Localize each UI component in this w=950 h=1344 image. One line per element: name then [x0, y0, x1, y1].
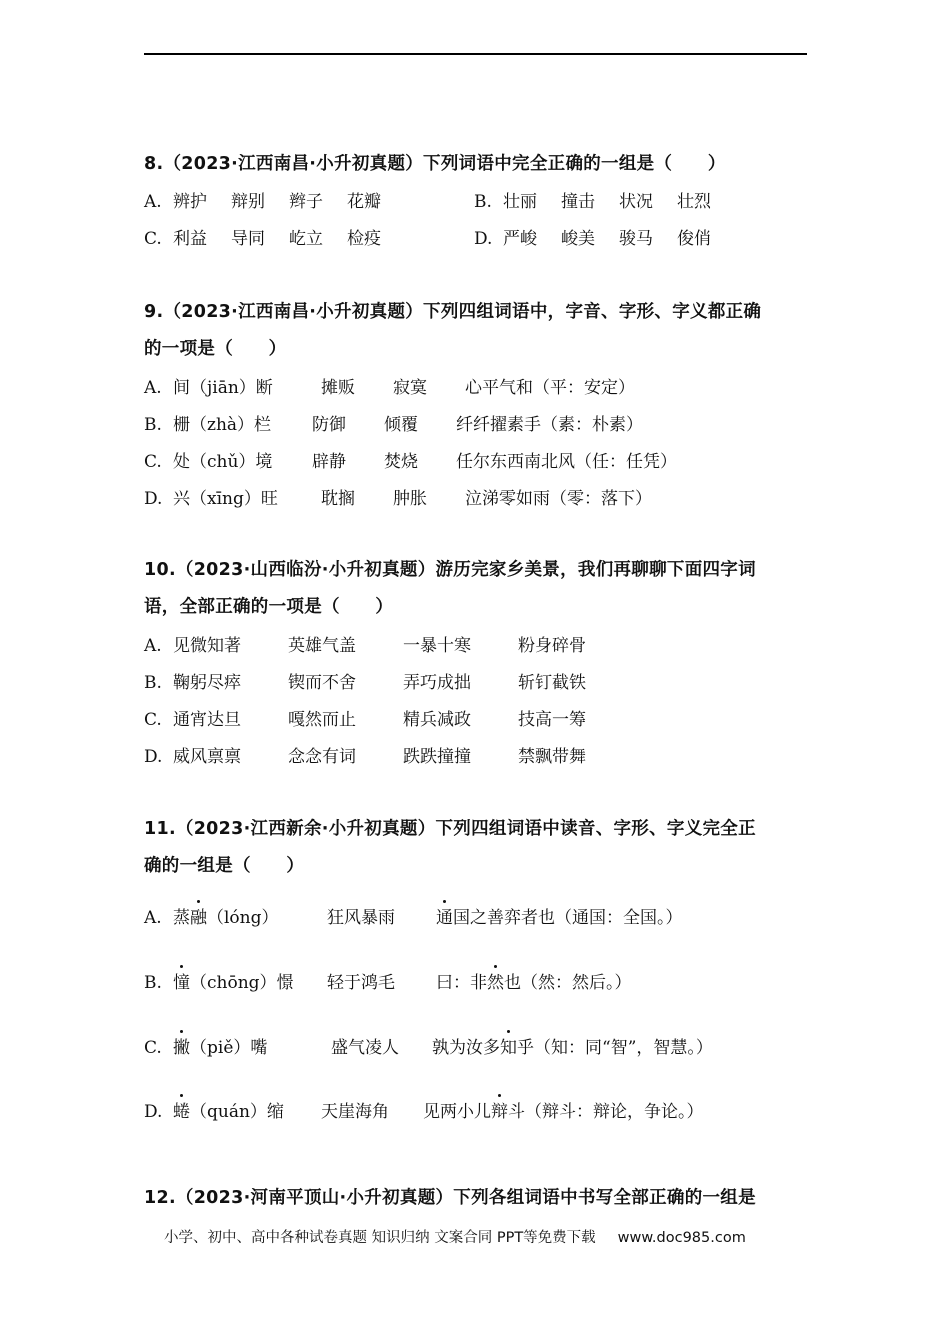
emphasis-dot: 撇: [173, 1038, 190, 1058]
question-10-stem: 10.（2023·山西临汾·小升初真题）游历完家乡美景，我们再聊聊下面四字词 语，全部正确的一项是（ ）: [144, 560, 756, 617]
footer-url[interactable]: www.doc985.com: [617, 1230, 746, 1246]
emphasis-dot: 知: [500, 1038, 517, 1058]
header-rule: [144, 53, 807, 55]
emphasis-dot: 辩: [491, 1102, 508, 1122]
emphasis-dot: 然: [487, 973, 504, 993]
emphasis-dot: 融: [190, 908, 207, 928]
emphasis-dot: 蜷: [173, 1102, 190, 1122]
page-footer: [164, 1226, 746, 1247]
emphasis-dot: 憧: [173, 973, 190, 993]
emphasis-dot: 通: [436, 908, 453, 928]
question-8-stem: 8.（2023·江西南昌·小升初真题）下列词语中完全正确的一组是（ ）: [144, 154, 726, 174]
question-11-stem: 11.（2023·江西新余·小升初真题）下列四组词语中读音、字形、字义完全正 确的一组是（ ）: [144, 819, 756, 876]
question-12-stem: 12.（2023·河南平顶山·小升初真题）下列各组词语中书写全部正确的一组是: [144, 1188, 756, 1208]
question-9-stem: 9.（2023·江西南昌·小升初真题）下列四组词语中，字音、字形、字义都正确 的一项是（ ）: [144, 302, 762, 359]
footer-text: 小学、初中、高中各种试卷真题 知识归纳 文案合同 PPT等免费下载: [164, 1230, 596, 1246]
